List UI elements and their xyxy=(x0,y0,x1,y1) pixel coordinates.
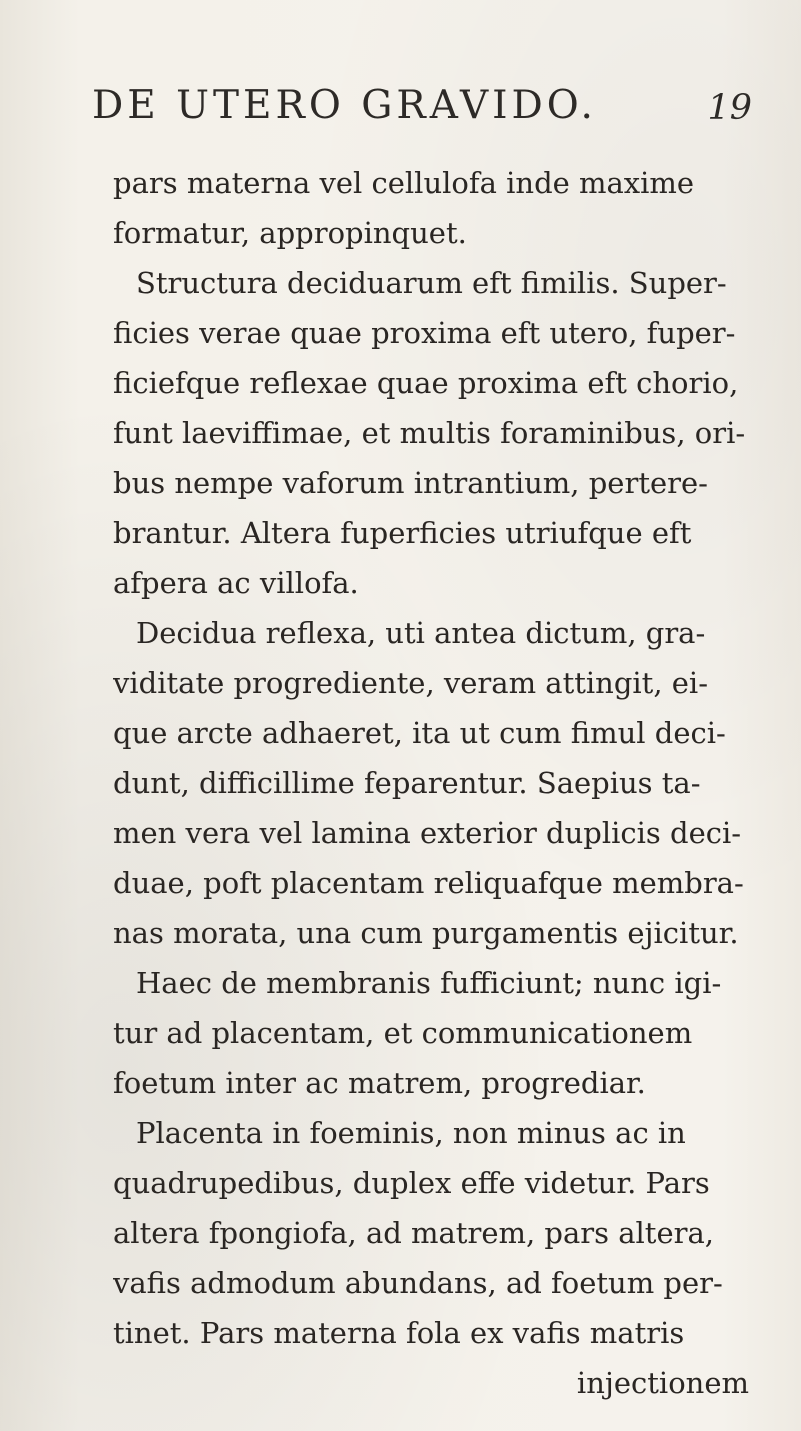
text-line: ficiefque reflexae quae proxima eft chorio, xyxy=(113,366,739,400)
text-line: tinet. Pars materna fola ex vafis matris xyxy=(113,1316,685,1350)
text-line: ficies verae quae proxima eft utero, fuper- xyxy=(113,316,736,350)
text-line: formatur, appropinquet. xyxy=(113,216,467,250)
text-line: afpera ac villofa. xyxy=(113,566,359,600)
text-line: Decidua reflexa, uti antea dictum, gra- xyxy=(136,616,706,650)
text-line: tur ad placentam, et communicationem xyxy=(113,1016,693,1050)
text-line: que arcte adhaeret, ita ut cum fimul deci- xyxy=(113,716,726,750)
text-line: dunt, difficillime feparentur. Saepius ta- xyxy=(113,766,701,800)
page-header xyxy=(92,76,752,136)
text-line: brantur. Altera fuperficies utriufque eft xyxy=(113,516,692,550)
text-line: vafis admodum abundans, ad foetum per- xyxy=(113,1266,723,1300)
text-line: men vera vel lamina exterior duplicis deci- xyxy=(113,816,742,850)
body-text xyxy=(113,158,749,1408)
catchword: injectionem xyxy=(576,1366,749,1400)
text-line: Placenta in foeminis, non minus ac in xyxy=(136,1116,686,1150)
text-line: foetum inter ac matrem, progrediar. xyxy=(113,1066,646,1100)
text-line: duae, poft placentam reliquafque membra- xyxy=(113,866,744,900)
text-line: viditate progrediente, veram attingit, ei- xyxy=(113,666,709,700)
text-line: nas morata, una cum purgamentis ejicitur. xyxy=(113,916,739,950)
text-line: Haec de membranis fufficiunt; nunc igi- xyxy=(136,966,722,1000)
text-line: funt laeviffimae, et multis foraminibus, ori- xyxy=(113,416,746,450)
text-line: quadrupedibus, duplex effe videtur. Pars xyxy=(113,1166,710,1200)
text-line: Structura deciduarum eft fimilis. Super- xyxy=(136,266,727,300)
text-line: pars materna vel cellulofa inde maxime xyxy=(113,166,695,200)
running-title: DE UTERO GRAVIDO. xyxy=(92,83,597,128)
text-line: bus nempe vaforum intrantium, pertere- xyxy=(113,466,708,500)
page-number: 19 xyxy=(707,88,752,128)
text-line: altera fpongiofa, ad matrem, pars altera, xyxy=(113,1216,714,1250)
